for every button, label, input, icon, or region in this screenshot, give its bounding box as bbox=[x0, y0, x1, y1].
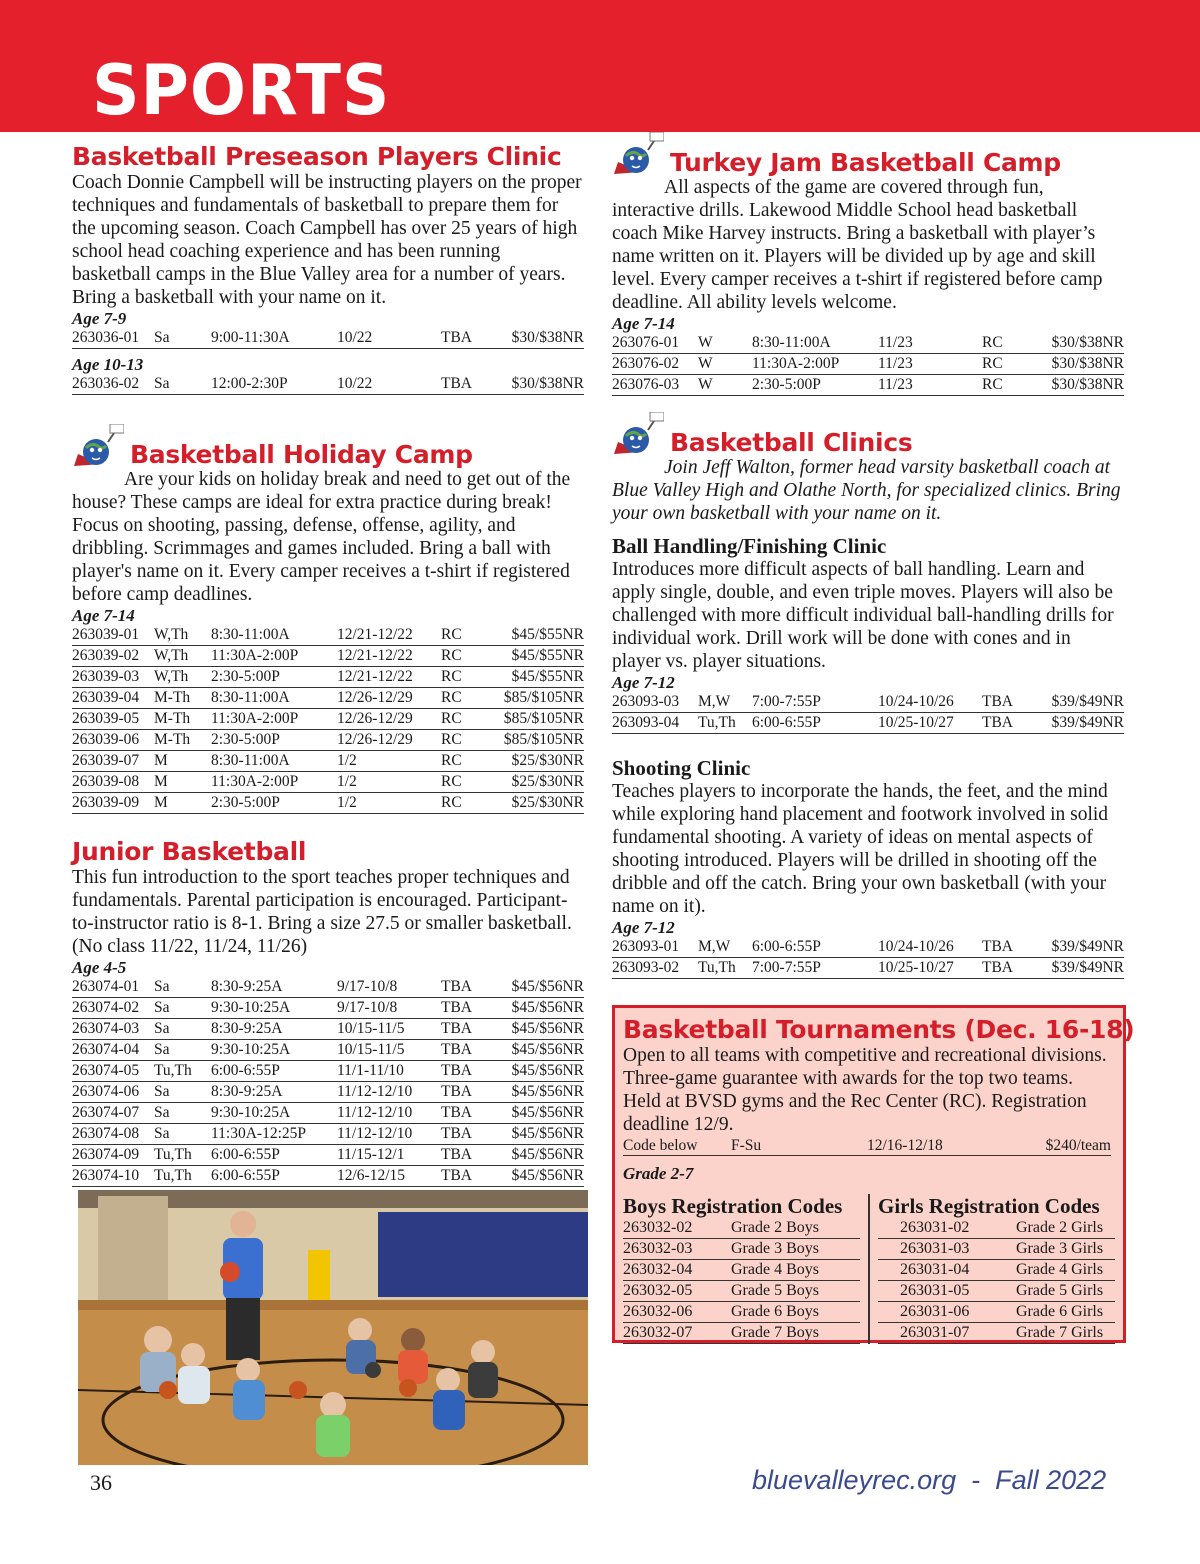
holiday-desc-text: Are your kids on holiday break and need to get out of the house? These camps are ideal for extra practice during break! Focus on shooting, passing, defense, offense, agility, and dribbling. Scrimmages and games included. Bring a ball with player's name on it. Every camper receives a t-shirt if registered before camp deadlines. bbox=[72, 469, 571, 605]
course-time: 9:00-11:30A bbox=[211, 328, 290, 346]
course-dates: 1/2 bbox=[337, 752, 357, 769]
course-code: 263039-06 bbox=[72, 731, 140, 748]
course-dates: 10/15-11/5 bbox=[337, 1040, 405, 1058]
mascot-icon bbox=[612, 132, 664, 176]
course-location: TBA bbox=[982, 959, 1013, 976]
course-time: 12:00-2:30P bbox=[211, 374, 288, 392]
course-code: 263074-05 bbox=[72, 1061, 140, 1079]
course-fee: $45/$56NR bbox=[511, 1082, 584, 1100]
ballhandling-title: Ball Handling/Finishing Clinic bbox=[612, 534, 887, 558]
turkey-title: Turkey Jam Basketball Camp bbox=[670, 147, 1061, 177]
course-dates: 10/24-10/26 bbox=[878, 693, 954, 710]
tournaments-fee: $240/team bbox=[1045, 1136, 1111, 1154]
preseason-section bbox=[72, 143, 584, 395]
turkey-schedule bbox=[612, 333, 1124, 396]
holiday-schedule bbox=[72, 625, 584, 814]
tournaments-desc: Open to all teams with competitive and recreational divisions. Three-game guarantee with awards for the top two teams. Held at BVSD gyms and the Rec Center (RC). Registration deadline 12/9. bbox=[623, 1044, 1107, 1135]
course-dates: 10/22 bbox=[337, 328, 373, 346]
course-time: 11:30A-2:00P bbox=[211, 710, 299, 727]
course-days: W bbox=[698, 355, 713, 372]
girls-codes-list bbox=[878, 1218, 1115, 1344]
table-row bbox=[72, 646, 584, 667]
grade-label: Grade 4 Girls bbox=[1016, 1260, 1104, 1278]
course-location: TBA bbox=[441, 374, 472, 392]
table-row bbox=[72, 1019, 584, 1040]
course-fee: $45/$55NR bbox=[511, 668, 584, 685]
course-fee: $45/$56NR bbox=[511, 977, 584, 995]
table-row bbox=[612, 958, 1124, 979]
list-item bbox=[878, 1239, 1115, 1260]
course-code: 263074-04 bbox=[72, 1040, 140, 1058]
holiday-age: Age 7-14 bbox=[72, 606, 135, 625]
course-code: 263093-02 bbox=[612, 959, 680, 976]
table-row bbox=[72, 1166, 584, 1187]
tournaments-box bbox=[612, 1005, 1135, 1343]
tournaments-grade: Grade 2-7 bbox=[623, 1163, 694, 1183]
turkey-desc bbox=[612, 176, 1124, 314]
junior-title: Junior Basketball bbox=[72, 837, 307, 866]
course-location: RC bbox=[982, 376, 1003, 393]
clinics-title: Basketball Clinics bbox=[670, 427, 913, 457]
grade-label: Grade 4 Boys bbox=[731, 1260, 819, 1278]
course-location: TBA bbox=[441, 1019, 472, 1037]
course-dates: 11/23 bbox=[878, 376, 913, 393]
shooting-block bbox=[612, 756, 1124, 979]
course-days: Tu,Th bbox=[698, 714, 736, 731]
course-time: 9:30-10:25A bbox=[211, 1040, 291, 1058]
course-dates: 11/15-12/1 bbox=[337, 1145, 405, 1163]
ballhandling-desc: Introduces more difficult aspects of ball handling. Learn and apply single, double, and even triple moves. Players will also be challenged with more difficult individual ball-handling drills for individual work. Drill work will be done with cones and in player vs. player situations. bbox=[612, 559, 1114, 672]
course-dates: 12/21-12/22 bbox=[337, 626, 413, 643]
course-fee: $39/$49NR bbox=[1051, 959, 1124, 976]
grade-label: Grade 5 Girls bbox=[1016, 1281, 1104, 1299]
table-row bbox=[612, 937, 1124, 958]
table-row bbox=[612, 692, 1124, 713]
table-row bbox=[72, 1061, 584, 1082]
registration-code: 263032-03 bbox=[623, 1239, 693, 1257]
course-code: 263076-01 bbox=[612, 334, 680, 351]
table-row bbox=[612, 354, 1124, 375]
course-code: 263076-02 bbox=[612, 355, 680, 372]
course-location: TBA bbox=[441, 998, 472, 1016]
boys-codes-list bbox=[623, 1218, 860, 1344]
course-dates: 12/26-12/29 bbox=[337, 710, 413, 727]
grade-label: Grade 2 Girls bbox=[1016, 1218, 1104, 1236]
course-code: 263093-03 bbox=[612, 693, 680, 710]
grade-label: Grade 3 Boys bbox=[731, 1239, 819, 1257]
table-row bbox=[72, 793, 584, 814]
course-location: TBA bbox=[441, 1103, 472, 1121]
course-days: W,Th bbox=[154, 668, 189, 685]
table-row bbox=[72, 667, 584, 688]
course-days: Sa bbox=[154, 998, 170, 1016]
grade-label: Grade 2 Boys bbox=[731, 1218, 819, 1236]
course-location: TBA bbox=[441, 1061, 472, 1079]
list-item bbox=[878, 1260, 1115, 1281]
course-fee: $45/$55NR bbox=[511, 647, 584, 664]
course-time: 8:30-11:00A bbox=[752, 334, 831, 351]
course-time: 6:00-6:55P bbox=[752, 938, 821, 955]
course-days: Tu,Th bbox=[154, 1061, 192, 1079]
course-days: W bbox=[698, 334, 713, 351]
junior-schedule bbox=[72, 977, 584, 1187]
list-item bbox=[878, 1281, 1115, 1302]
table-row bbox=[72, 1082, 584, 1103]
registration-code: 263031-07 bbox=[900, 1323, 970, 1341]
course-days: M bbox=[154, 773, 168, 790]
boys-codes-title: Boys Registration Codes bbox=[623, 1193, 843, 1218]
course-location: TBA bbox=[982, 714, 1013, 731]
list-item bbox=[623, 1323, 860, 1344]
course-time: 11:30A-2:00P bbox=[752, 355, 840, 372]
course-dates: 9/17-10/8 bbox=[337, 998, 398, 1016]
course-code: 263076-03 bbox=[612, 376, 680, 393]
course-time: 8:30-11:00A bbox=[211, 626, 290, 643]
girls-codes bbox=[870, 1194, 1115, 1344]
clinics-intro-text: Join Jeff Walton, former head varsity basketball coach at Blue Valley High and Olathe North, for specialized clinics. Bring your own basketball with your name on it. bbox=[612, 457, 1121, 524]
course-fee: $45/$56NR bbox=[511, 1124, 584, 1142]
course-code: 263074-07 bbox=[72, 1103, 140, 1121]
list-item bbox=[878, 1323, 1115, 1344]
tournaments-title: Basketball Tournaments (Dec. 16-18) bbox=[623, 1015, 1135, 1044]
course-fee: $30/$38NR bbox=[1051, 355, 1124, 372]
course-code: 263039-09 bbox=[72, 794, 140, 811]
course-code: 263093-01 bbox=[612, 938, 680, 955]
course-time: 2:30-5:00P bbox=[211, 731, 280, 748]
preseason-age-2: Age 10-13 bbox=[72, 354, 144, 374]
course-dates: 10/25-10/27 bbox=[878, 959, 954, 976]
course-code: 263074-01 bbox=[72, 977, 140, 995]
course-code: 263039-07 bbox=[72, 752, 140, 769]
course-code: 263039-02 bbox=[72, 647, 140, 664]
course-code: 263039-05 bbox=[72, 710, 140, 727]
turkey-desc-text: All aspects of the game are covered through fun, interactive drills. Lakewood Middle School head basketball coach Mike Harvey instructs. Bring a basketball with player’s name written on it. Players will be divided up by age and skill level. Every camper receives a t-shirt if registered before camp deadline. All ability levels welcome. bbox=[612, 177, 1103, 313]
holiday-section bbox=[72, 424, 584, 814]
grade-label: Grade 7 Girls bbox=[1016, 1323, 1104, 1341]
course-time: 2:30-5:00P bbox=[211, 668, 280, 685]
course-days: Sa bbox=[154, 328, 170, 346]
preseason-title: Basketball Preseason Players Clinic bbox=[72, 142, 562, 171]
turkey-heading bbox=[612, 132, 1124, 176]
shooting-schedule bbox=[612, 937, 1124, 979]
table-row bbox=[72, 1145, 584, 1166]
list-item bbox=[623, 1239, 860, 1260]
course-fee: $45/$56NR bbox=[511, 1166, 584, 1184]
page-number: 36 bbox=[90, 1470, 112, 1495]
course-dates: 12/21-12/22 bbox=[337, 668, 413, 685]
course-days: W,Th bbox=[154, 647, 189, 664]
course-fee: $30/$38NR bbox=[1051, 376, 1124, 393]
grade-label: Grade 3 Girls bbox=[1016, 1239, 1104, 1257]
course-fee: $45/$56NR bbox=[511, 1019, 584, 1037]
course-days: M bbox=[154, 752, 168, 769]
course-location: TBA bbox=[441, 1166, 472, 1184]
course-fee: $85/$105NR bbox=[503, 731, 584, 748]
course-dates: 12/21-12/22 bbox=[337, 647, 413, 664]
course-time: 8:30-9:25A bbox=[211, 977, 283, 995]
course-fee: $39/$49NR bbox=[1051, 938, 1124, 955]
course-time: 8:30-11:00A bbox=[211, 752, 290, 769]
header-banner bbox=[0, 0, 1200, 132]
course-days: M-Th bbox=[154, 689, 191, 706]
mascot-icon bbox=[72, 424, 124, 468]
course-time: 2:30-5:00P bbox=[752, 376, 821, 393]
list-item bbox=[623, 1281, 860, 1302]
course-fee: $45/$56NR bbox=[511, 998, 584, 1016]
course-fee: $30/$38NR bbox=[511, 328, 584, 346]
junior-section bbox=[72, 838, 584, 1187]
course-dates: 11/1-11/10 bbox=[337, 1061, 404, 1079]
course-location: TBA bbox=[441, 1145, 472, 1163]
turkey-age: Age 7-14 bbox=[612, 314, 675, 333]
course-time: 8:30-11:00A bbox=[211, 689, 290, 706]
course-days: Tu,Th bbox=[154, 1166, 192, 1184]
course-location: RC bbox=[441, 626, 462, 643]
table-row bbox=[72, 374, 584, 395]
course-time: 7:00-7:55P bbox=[752, 693, 821, 710]
course-time: 6:00-6:55P bbox=[211, 1166, 280, 1184]
table-row bbox=[72, 977, 584, 998]
course-code: 263039-01 bbox=[72, 626, 140, 643]
course-dates: 10/15-11/5 bbox=[337, 1019, 405, 1037]
table-row bbox=[72, 772, 584, 793]
mascot-icon bbox=[612, 412, 664, 456]
course-location: RC bbox=[441, 773, 462, 790]
course-dates: 10/25-10/27 bbox=[878, 714, 954, 731]
course-days: M,W bbox=[698, 693, 731, 710]
course-fee: $45/$56NR bbox=[511, 1040, 584, 1058]
course-code: 263074-10 bbox=[72, 1166, 140, 1184]
course-code: 263039-08 bbox=[72, 773, 140, 790]
course-time: 9:30-10:25A bbox=[211, 1103, 291, 1121]
table-row bbox=[72, 751, 584, 772]
course-fee: $30/$38NR bbox=[511, 374, 584, 392]
tournaments-dates: 12/16-12/18 bbox=[867, 1136, 943, 1154]
registration-code: 263031-03 bbox=[900, 1239, 970, 1257]
course-days: Sa bbox=[154, 374, 170, 392]
shooting-age: Age 7-12 bbox=[612, 918, 675, 937]
table-row bbox=[612, 713, 1124, 734]
preseason-age-1: Age 7-9 bbox=[72, 308, 127, 328]
table-row bbox=[72, 709, 584, 730]
list-item bbox=[623, 1260, 860, 1281]
registration-code: 263031-04 bbox=[900, 1260, 970, 1278]
course-time: 9:30-10:25A bbox=[211, 998, 291, 1016]
course-location: TBA bbox=[441, 1040, 472, 1058]
course-dates: 1/2 bbox=[337, 773, 357, 790]
preseason-desc: Coach Donnie Campbell will be instructing players on the proper techniques and fundamentals of basketball to prepare them for the upcoming season. Coach Campbell has over 25 years of high school head coaching experience and has been running basketball camps in the Blue Valley area for a number of years. Bring a basketball with your name on it. bbox=[72, 171, 582, 308]
course-code: 263036-01 bbox=[72, 328, 140, 346]
course-dates: 11/12-12/10 bbox=[337, 1124, 413, 1142]
clinics-section bbox=[612, 412, 1124, 979]
table-row bbox=[612, 375, 1124, 396]
holiday-heading bbox=[72, 424, 584, 468]
course-location: RC bbox=[982, 355, 1003, 372]
course-days: W,Th bbox=[154, 626, 189, 643]
course-dates: 9/17-10/8 bbox=[337, 977, 398, 995]
boys-codes bbox=[623, 1194, 870, 1344]
course-dates: 1/2 bbox=[337, 794, 357, 811]
course-dates: 11/23 bbox=[878, 334, 913, 351]
course-time: 8:30-9:25A bbox=[211, 1082, 283, 1100]
course-fee: $25/$30NR bbox=[511, 752, 584, 769]
table-row bbox=[72, 328, 584, 349]
page-title: SPORTS bbox=[92, 50, 391, 131]
course-dates: 11/12-12/10 bbox=[337, 1082, 413, 1100]
course-location: TBA bbox=[441, 1124, 472, 1142]
holiday-desc bbox=[72, 468, 584, 606]
course-days: M,W bbox=[698, 938, 731, 955]
kids-basketball-photo bbox=[78, 1190, 588, 1465]
course-fee: $45/$56NR bbox=[511, 1061, 584, 1079]
clinics-intro bbox=[612, 456, 1124, 525]
clinics-heading bbox=[612, 412, 1124, 456]
registration-code: 263031-02 bbox=[900, 1218, 970, 1236]
course-fee: $39/$49NR bbox=[1051, 693, 1124, 710]
list-item bbox=[623, 1218, 860, 1239]
list-item bbox=[623, 1302, 860, 1323]
course-location: TBA bbox=[982, 938, 1013, 955]
preseason-schedule bbox=[72, 309, 584, 395]
tournaments-code: Code below bbox=[623, 1136, 698, 1154]
junior-desc: This fun introduction to the sport teaches proper techniques and fundamentals. Parental participation is encouraged. Participant-to-instructor ratio is 8-1. Bring a size 27.5 or smaller basketball. (No class 11/22, 11/24, 11/26) bbox=[72, 866, 572, 957]
girls-codes-title: Girls Registration Codes bbox=[878, 1193, 1100, 1218]
course-fee: $25/$30NR bbox=[511, 773, 584, 790]
table-row bbox=[72, 1124, 584, 1145]
course-days: Sa bbox=[154, 1019, 170, 1037]
registration-code: 263031-06 bbox=[900, 1302, 970, 1320]
tournaments-days: F-Su bbox=[731, 1136, 762, 1154]
course-code: 263074-03 bbox=[72, 1019, 140, 1037]
table-row bbox=[612, 333, 1124, 354]
ballhandling-schedule bbox=[612, 692, 1124, 734]
course-time: 2:30-5:00P bbox=[211, 794, 280, 811]
course-days: Sa bbox=[154, 1124, 170, 1142]
footer-site: bluevalleyrec.org - Fall 2022 bbox=[752, 1465, 1107, 1495]
table-row bbox=[72, 1040, 584, 1061]
registration-code: 263032-06 bbox=[623, 1302, 693, 1320]
course-code: 263074-08 bbox=[72, 1124, 140, 1142]
course-fee: $45/$55NR bbox=[511, 626, 584, 643]
course-fee: $39/$49NR bbox=[1051, 714, 1124, 731]
course-dates: 12/26-12/29 bbox=[337, 689, 413, 706]
course-fee: $30/$38NR bbox=[1051, 334, 1124, 351]
course-code: 263074-02 bbox=[72, 998, 140, 1016]
course-days: Tu,Th bbox=[698, 959, 736, 976]
course-days: M-Th bbox=[154, 731, 191, 748]
course-code: 263074-06 bbox=[72, 1082, 140, 1100]
table-row bbox=[72, 1103, 584, 1124]
course-days: Sa bbox=[154, 1082, 170, 1100]
course-days: Sa bbox=[154, 1103, 170, 1121]
course-location: RC bbox=[441, 731, 462, 748]
table-row bbox=[72, 625, 584, 646]
course-fee: $85/$105NR bbox=[503, 689, 584, 706]
registration-code: 263032-07 bbox=[623, 1323, 693, 1341]
course-fee: $45/$56NR bbox=[511, 1145, 584, 1163]
course-days: M-Th bbox=[154, 710, 191, 727]
shooting-title: Shooting Clinic bbox=[612, 756, 751, 780]
course-dates: 11/12-12/10 bbox=[337, 1103, 413, 1121]
course-location: RC bbox=[441, 647, 462, 664]
course-location: TBA bbox=[441, 328, 472, 346]
grade-label: Grade 6 Boys bbox=[731, 1302, 819, 1320]
course-time: 11:30A-2:00P bbox=[211, 647, 299, 664]
course-time: 11:30A-2:00P bbox=[211, 773, 299, 790]
course-time: 6:00-6:55P bbox=[752, 714, 821, 731]
course-code: 263039-04 bbox=[72, 689, 140, 706]
list-item bbox=[878, 1302, 1115, 1323]
registration-code: 263032-04 bbox=[623, 1260, 693, 1278]
course-location: RC bbox=[982, 334, 1003, 351]
course-days: M bbox=[154, 794, 168, 811]
course-fee: $85/$105NR bbox=[503, 710, 584, 727]
grade-label: Grade 6 Girls bbox=[1016, 1302, 1104, 1320]
course-days: Tu,Th bbox=[154, 1145, 192, 1163]
ballhandling-age: Age 7-12 bbox=[612, 673, 675, 692]
turkey-section bbox=[612, 132, 1124, 396]
course-code: 263039-03 bbox=[72, 668, 140, 685]
shooting-desc: Teaches players to incorporate the hands, the feet, and the mind while exploring hand placement and footwork involved in solid fundamental shooting. A variety of ideas on mental aspects of shooting introduced. Players will be drilled in shooting off the dribble and off the catch. Bring your own basketball (with your name on it). bbox=[612, 781, 1109, 917]
course-time: 11:30A-12:25P bbox=[211, 1124, 307, 1142]
course-code: 263074-09 bbox=[72, 1145, 140, 1163]
course-days: Sa bbox=[154, 1040, 170, 1058]
course-time: 6:00-6:55P bbox=[211, 1145, 280, 1163]
course-days: Sa bbox=[154, 977, 170, 995]
junior-age: Age 4-5 bbox=[72, 957, 127, 977]
table-row bbox=[72, 730, 584, 751]
course-dates: 10/22 bbox=[337, 374, 373, 392]
ballhandling-block bbox=[612, 534, 1124, 734]
course-time: 6:00-6:55P bbox=[211, 1061, 280, 1079]
course-location: RC bbox=[441, 668, 462, 685]
holiday-title: Basketball Holiday Camp bbox=[130, 439, 473, 469]
course-time: 7:00-7:55P bbox=[752, 959, 821, 976]
registration-code: 263031-05 bbox=[900, 1281, 970, 1299]
table-row bbox=[72, 688, 584, 709]
course-location: RC bbox=[441, 794, 462, 811]
course-dates: 11/23 bbox=[878, 355, 913, 372]
grade-label: Grade 7 Boys bbox=[731, 1323, 819, 1341]
course-code: 263093-04 bbox=[612, 714, 680, 731]
table-row bbox=[72, 998, 584, 1019]
grade-label: Grade 5 Boys bbox=[731, 1281, 819, 1299]
course-days: W bbox=[698, 376, 713, 393]
course-dates: 12/26-12/29 bbox=[337, 731, 413, 748]
course-fee: $45/$56NR bbox=[511, 1103, 584, 1121]
list-item bbox=[878, 1218, 1115, 1239]
registration-codes bbox=[623, 1194, 1115, 1344]
course-code: 263036-02 bbox=[72, 374, 140, 392]
course-location: TBA bbox=[982, 693, 1013, 710]
course-dates: 10/24-10/26 bbox=[878, 938, 954, 955]
course-time: 8:30-9:25A bbox=[211, 1019, 283, 1037]
registration-code: 263032-05 bbox=[623, 1281, 693, 1299]
course-location: RC bbox=[441, 752, 462, 769]
course-location: TBA bbox=[441, 977, 472, 995]
course-fee: $25/$30NR bbox=[511, 794, 584, 811]
registration-code: 263032-02 bbox=[623, 1218, 693, 1236]
tournaments-schedule-row bbox=[623, 1136, 1111, 1156]
course-location: RC bbox=[441, 689, 462, 706]
course-dates: 12/6-12/15 bbox=[337, 1166, 406, 1184]
course-location: TBA bbox=[441, 1082, 472, 1100]
course-location: RC bbox=[441, 710, 462, 727]
